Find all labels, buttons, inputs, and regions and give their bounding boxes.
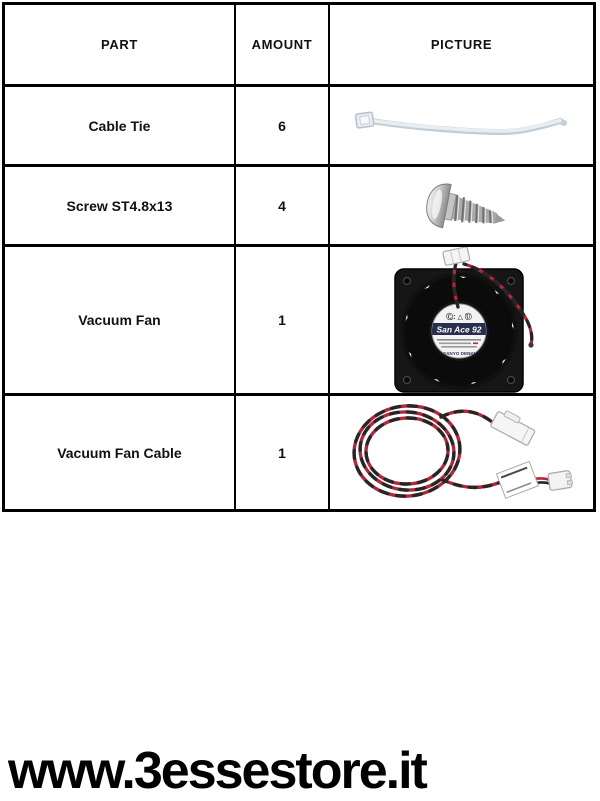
header-row (4, 4, 595, 86)
store-logo: www.3essestore.it (8, 742, 426, 800)
amount-cell: 4 (235, 166, 329, 246)
vacuum-fan-photo (331, 247, 592, 393)
fan-connector (443, 247, 470, 266)
part-name-cell: Vacuum Fan (4, 246, 235, 395)
cable-connector-small (548, 470, 573, 490)
column-header-amount: AMOUNT (235, 4, 329, 86)
cable-tie-photo (331, 87, 592, 164)
part-name-cell: Vacuum Fan Cable (4, 395, 235, 511)
part-name-cell: Cable Tie (4, 86, 235, 166)
fan-brand-label: SANYO DENKI (443, 351, 475, 356)
picture-cell (329, 395, 594, 511)
table-row (4, 86, 595, 166)
part-name-cell: Screw ST4.8x13 (4, 166, 235, 246)
fan-cert-marks: Ⓒ: △ Ⓤ (446, 314, 472, 321)
parts-table (2, 2, 596, 512)
amount-cell: 1 (235, 395, 329, 511)
table-row (4, 246, 595, 395)
table-row (4, 395, 595, 511)
cable-label (496, 461, 538, 498)
table-row (4, 166, 595, 246)
column-header-part: PART (4, 4, 235, 86)
fan-hub-label: San Ace 92 (436, 324, 482, 335)
picture-cell (329, 246, 594, 395)
picture-cell (329, 166, 594, 246)
amount-cell: 6 (235, 86, 329, 166)
vacuum-fan-cable-photo (331, 396, 592, 509)
amount-cell: 1 (235, 246, 329, 395)
picture-cell (329, 86, 594, 166)
screw-photo (331, 167, 592, 244)
column-header-picture: PICTURE (329, 4, 594, 86)
cable-connector-large (490, 407, 537, 446)
